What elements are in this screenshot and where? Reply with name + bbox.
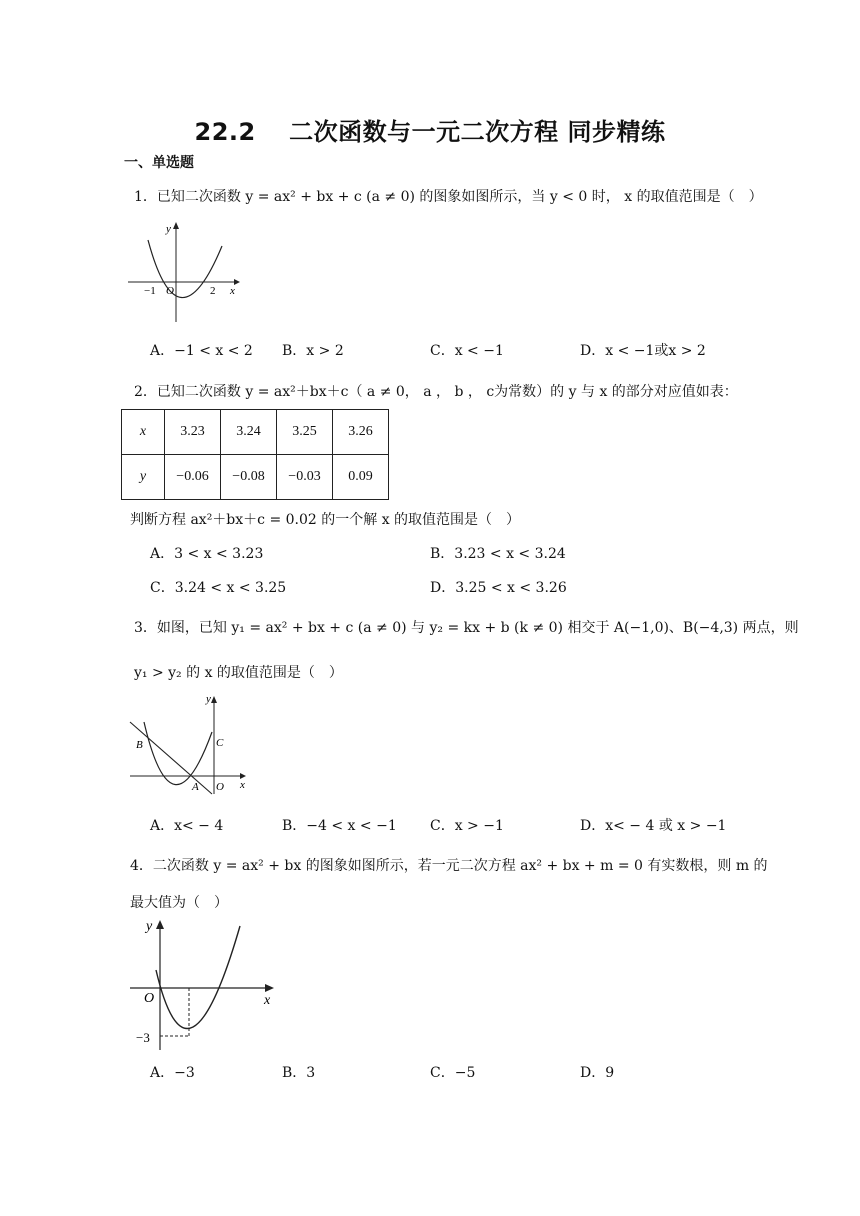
question-1-graph [126, 220, 250, 324]
question-4-text: 4．二次函数 y = ax² + bx 的图象如图所示，若一元二次方程 ax² + bx + m = 0 有实数根，则 m 的 [130, 858, 768, 874]
q3-point-b-label: B [136, 739, 143, 751]
q3-option-d[interactable]: D．x< − 4 或 x > −1 [580, 818, 727, 834]
q2-option-c[interactable]: C．3.24 < x < 3.25 [150, 580, 287, 596]
q2-option-a[interactable]: A．3 < x < 3.23 [150, 546, 264, 562]
page-title: 22.2 二次函数与一元二次方程 同步精练 [194, 118, 666, 146]
question-2-text: 2．已知二次函数 y = ax²＋bx＋c（ a ≠ 0， a ， b ， c为常数）的 y 与 x 的部分对应值如表： [134, 384, 738, 400]
q4-option-a[interactable]: A．−3 [150, 1065, 195, 1081]
table-cell: −0.08 [221, 455, 277, 500]
q2-option-b[interactable]: B．3.23 < x < 3.24 [430, 546, 566, 562]
q3-x-label: x [240, 779, 245, 791]
table-cell: 0.09 [333, 455, 389, 500]
q3-y-label: y [206, 693, 211, 705]
question-4-graph [128, 912, 278, 1052]
q4-y-label: y [146, 919, 153, 934]
table-cell: 3.25 [277, 410, 333, 455]
question-1-text: 1．已知二次函数 y = ax² + bx + c (a ≠ 0) 的图象如图所示，当 y < 0 时， x 的取值范围是（ ） [134, 189, 763, 205]
q1-option-b[interactable]: B．x > 2 [282, 343, 344, 359]
q1-option-d[interactable]: D．x < −1或x > 2 [580, 343, 706, 359]
q4-option-b[interactable]: B．3 [282, 1065, 316, 1081]
q4-option-c[interactable]: C．−5 [430, 1065, 476, 1081]
question-3-text-2: y₁ > y₂ 的 x 的取值范围是（ ） [134, 665, 343, 681]
q4-option-d[interactable]: D．9 [580, 1065, 615, 1081]
table-cell: 3.24 [221, 410, 277, 455]
q3-option-c[interactable]: C．x > −1 [430, 818, 504, 834]
table-cell: y [122, 455, 165, 500]
question-2-question: 判断方程 ax²＋bx＋c = 0.02 的一个解 x 的取值范围是（ ） [130, 512, 521, 528]
q1-x-label: x [230, 285, 235, 297]
q4-minus3-label: −3 [136, 1030, 150, 1045]
question-3-graph [126, 692, 252, 798]
section-heading: 一、单选题 [124, 155, 194, 171]
table-cell: −0.03 [277, 455, 333, 500]
q4-origin-label: O [144, 991, 155, 1006]
question-3-text: 3．如图，已知 y₁ = ax² + bx + c (a ≠ 0) 与 y₂ = kx + b (k ≠ 0) 相交于 A(−1,0)、B(−4,3) 两点，则 [134, 620, 799, 636]
q1-minus1-label: −1 [144, 285, 156, 297]
table-row-x [122, 410, 389, 455]
q3-origin-label: O [216, 781, 224, 793]
q3-option-a[interactable]: A．x< − 4 [150, 818, 224, 834]
q4-x-label: x [264, 993, 271, 1008]
q1-two-label: 2 [210, 285, 216, 297]
q1-origin-label: O [166, 285, 174, 297]
q3-point-a-label: A [192, 781, 199, 793]
table-cell: −0.06 [165, 455, 221, 500]
q3-option-b[interactable]: B．−4 < x < −1 [282, 818, 397, 834]
question-4-text-2: 最大值为（ ） [130, 895, 228, 911]
table-cell: 3.23 [165, 410, 221, 455]
q2-option-d[interactable]: D．3.25 < x < 3.26 [430, 580, 567, 596]
q3-point-c-label: C [216, 737, 224, 749]
table-cell: x [122, 410, 165, 455]
table-cell: 3.26 [333, 410, 389, 455]
table-row-y [122, 455, 389, 500]
value-table [121, 409, 389, 500]
q1-y-label: y [166, 223, 171, 235]
q1-option-a[interactable]: A．−1 < x < 2 [150, 343, 253, 359]
q1-option-c[interactable]: C．x < −1 [430, 343, 504, 359]
